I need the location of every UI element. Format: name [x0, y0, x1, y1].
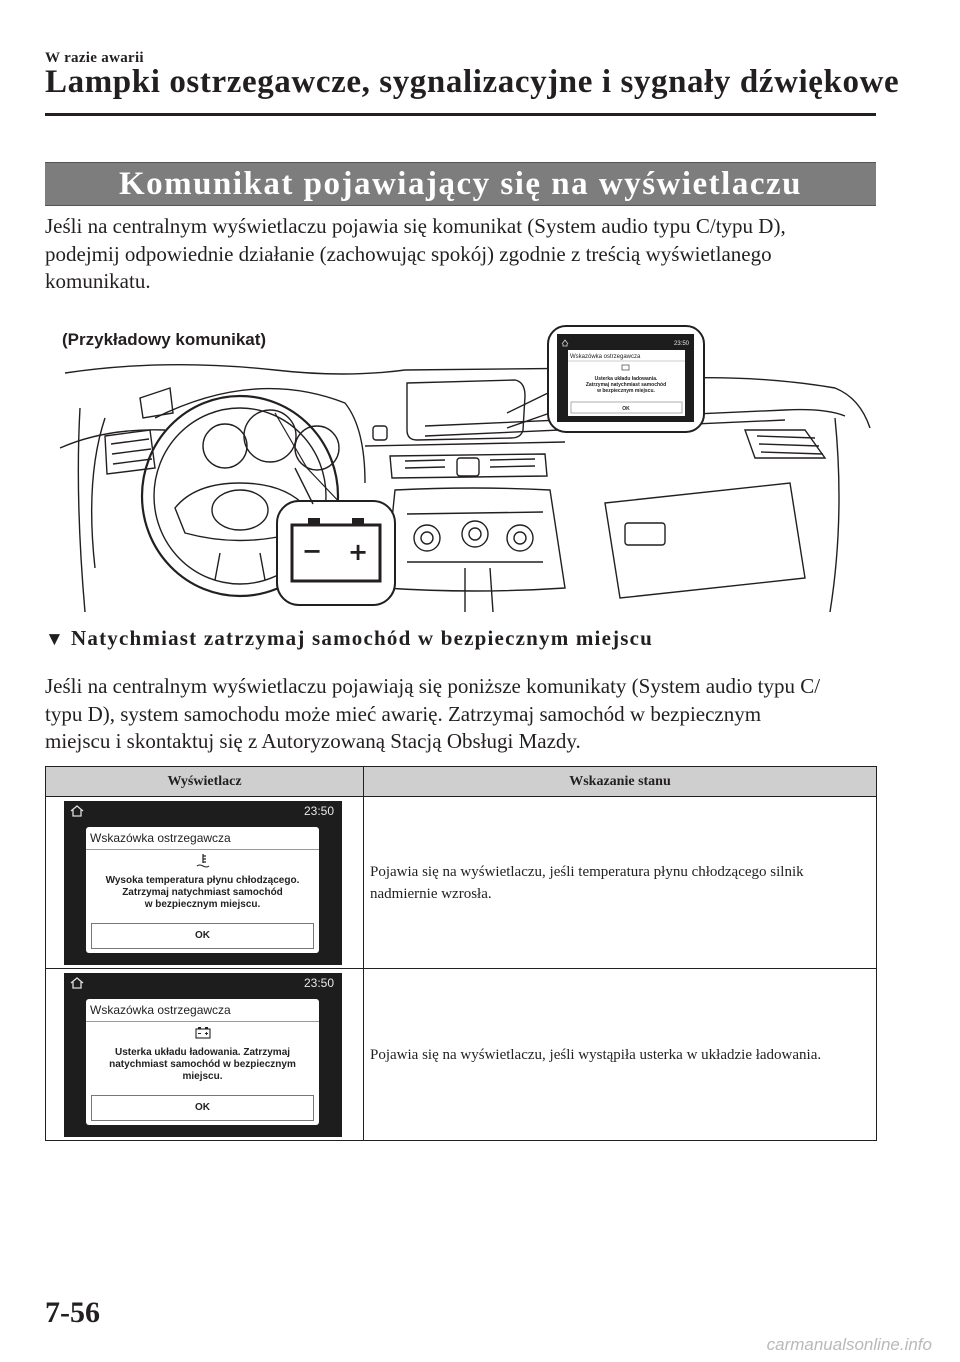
table-header-row	[46, 767, 877, 797]
ok-button[interactable]: OK	[91, 1095, 314, 1121]
dashboard-illustration	[45, 318, 881, 612]
subsection-paragraph	[45, 673, 880, 756]
subsection-title: Natychmiast zatrzymaj samochód w bezpiecznym miejscu	[71, 626, 654, 650]
section-heading: Komunikat pojawiający się na wyświetlaczu	[119, 165, 802, 202]
column-header-status: Wskazanie stanu	[364, 767, 877, 797]
subsection-line: Jeśli na centralnym wyświetlaczu pojawiają się poniższe komunikaty (System audio typu C/	[45, 674, 821, 698]
subsection-line: miejscu i skontaktuj się z Autoryzowaną Stacją Obsługi Mazdy.	[45, 729, 581, 753]
battery-minus-symbol: −	[302, 537, 323, 565]
column-header-display: Wyświetlacz	[46, 767, 364, 797]
dialog-message	[86, 1047, 319, 1083]
intro-line: komunikatu.	[45, 269, 151, 293]
display-cell	[46, 969, 364, 1141]
screen-clock: 23:50	[303, 803, 334, 818]
battery-plus-symbol: +	[348, 538, 369, 566]
intro-line: Jeśli na centralnym wyświetlaczu pojawia się komunikat (System audio typu C/typu D),	[45, 214, 786, 238]
chapter-label: W razie awarii	[45, 50, 144, 66]
warning-dialog	[86, 827, 319, 953]
callout-clock: 23:50	[673, 341, 689, 347]
status-description: Pojawia się na wyświetlaczu, jeśli wystąpiła usterka w układzie ładowania.	[364, 969, 877, 1141]
battery-icon	[86, 1025, 319, 1045]
dialog-message-line: w bezpiecznym miejscu.	[144, 898, 261, 910]
callout-ok-label: OK	[622, 406, 630, 412]
home-icon	[70, 977, 84, 989]
page-number: 7-56	[45, 1296, 100, 1329]
watermark: carmanualsonline.info	[766, 1335, 932, 1354]
section-heading-bar	[45, 162, 876, 206]
dialog-title: Wskazówka ostrzegawcza	[86, 827, 319, 850]
callout-message-line: w bezpiecznym miejscu.	[597, 388, 655, 394]
dashboard-outline	[65, 365, 605, 374]
title-divider	[45, 113, 876, 116]
warning-dialog	[86, 999, 319, 1125]
subsection-heading	[45, 626, 653, 651]
subsection-line: typu D), system samochodu może mieć awarię. Zatrzymaj samochód w bezpiecznym	[45, 701, 762, 726]
warning-screen	[64, 801, 342, 965]
status-description: Pojawia się na wyświetlaczu, jeśli temperatura płynu chłodzącego silnik nadmiernie wzrosła.	[364, 797, 877, 969]
ok-button[interactable]: OK	[91, 923, 314, 949]
callout-message-line: Usterka układu ładowania.	[594, 376, 658, 382]
callout-message-line: Zatrzymaj natychmiast samochód	[585, 382, 667, 388]
callout-dialog-title: Wskazówka ostrzegawcza	[570, 354, 641, 360]
dialog-message-line: miejscu.	[182, 1070, 223, 1082]
dialog-title: Wskazówka ostrzegawcza	[86, 999, 319, 1022]
warning-screen	[64, 973, 342, 1137]
intro-paragraph	[45, 213, 880, 296]
dialog-message-line: Zatrzymaj natychmiast samochód	[122, 886, 283, 898]
screen-clock: 23:50	[303, 975, 334, 990]
subsection-marker: ▼	[45, 629, 66, 650]
coolant-temperature-icon	[86, 853, 319, 873]
center-display	[407, 380, 525, 440]
dialog-message-line: Usterka układu ładowania. Zatrzymaj	[114, 1046, 291, 1058]
glovebox	[605, 483, 805, 598]
dialog-message-line: Wysoka temperatura płynu chłodzącego.	[105, 874, 300, 886]
home-icon	[70, 805, 84, 817]
table-row	[46, 797, 877, 969]
illustration-caption: (Przykładowy komunikat)	[62, 330, 267, 349]
dialog-message-line: natychmiast samochód w bezpiecznym	[109, 1058, 296, 1070]
page-title: Lampki ostrzegawcze, sygnalizacyjne i sygnały dźwiękowe	[45, 64, 900, 100]
dialog-message	[86, 875, 319, 911]
display-cell	[46, 797, 364, 969]
intro-line: podejmij odpowiednie działanie (zachowując spokój) zgodnie z treścią wyświetlanego	[45, 241, 772, 266]
warning-messages-table	[45, 766, 877, 1141]
table-row	[46, 969, 877, 1141]
